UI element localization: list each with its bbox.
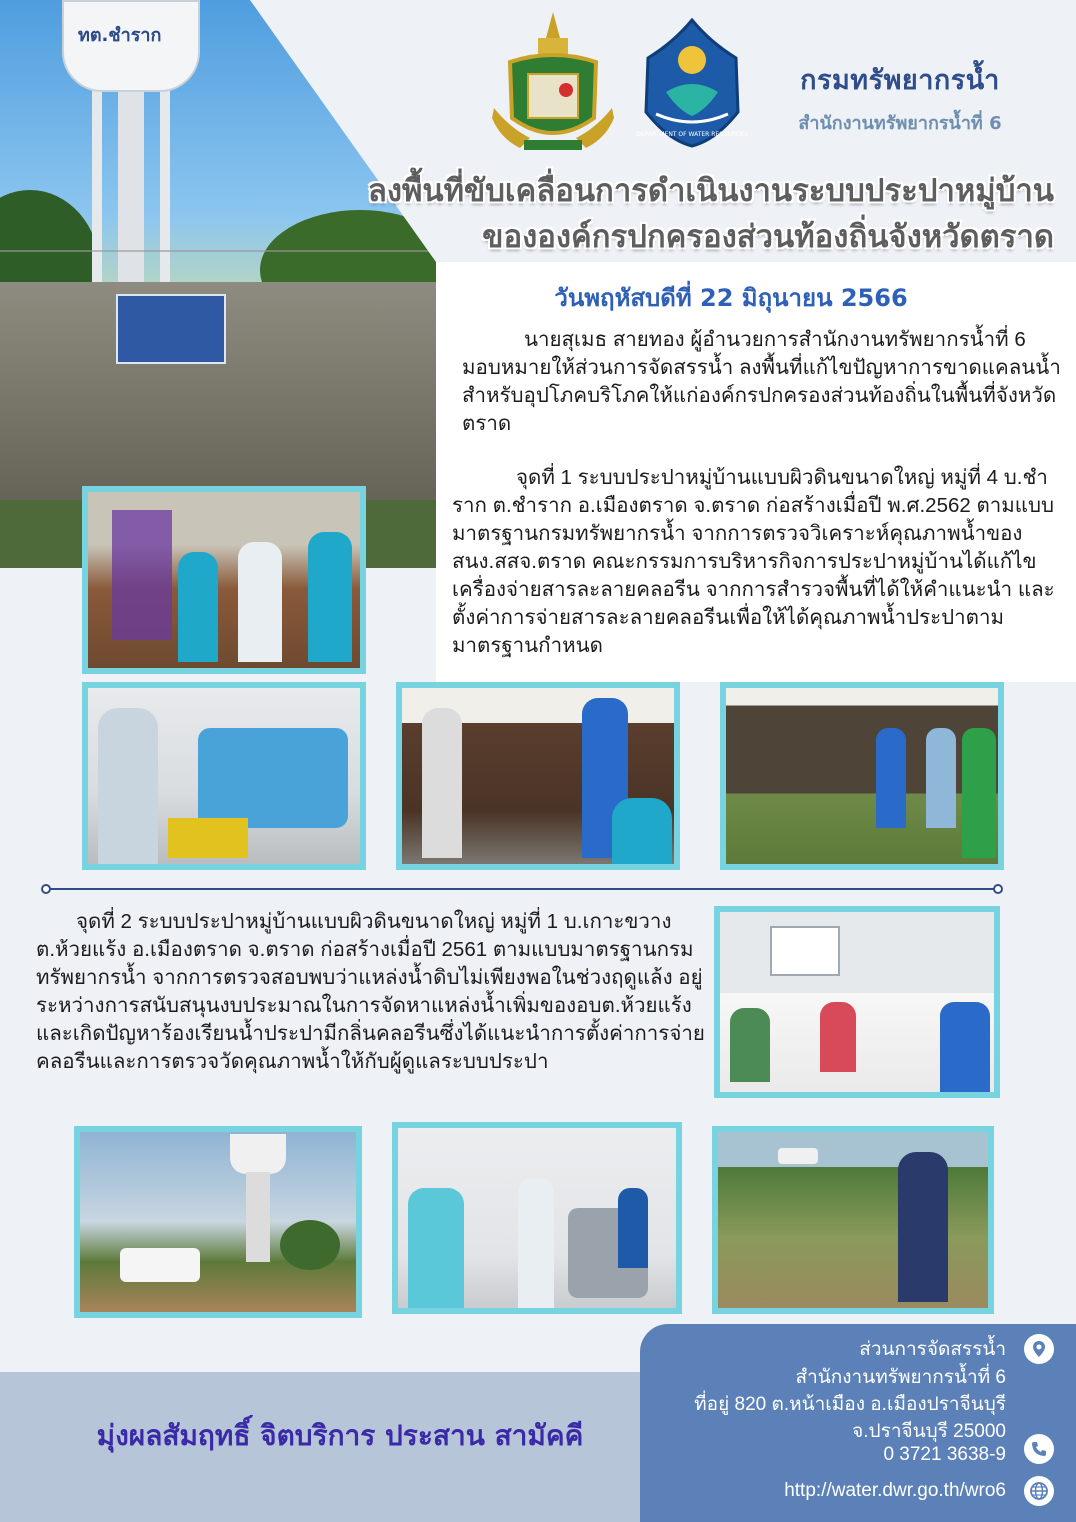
point-1-paragraph: จุดที่ 1 ระบบประปาหมู่บ้านแบบผิวดินขนาดใหญ่ หมู่ที่ 4 บ.ชำราก ต.ชำราก อ.เมืองตราด จ.ตราด ก่อสร้างเมื่อปี พ.ศ.2562 ตามแบบมาตรฐานกรมทรัพยากรน้ำ จากการตรวจวิเคราะห์คุณภาพน้ำของ สนง.สสจ.ตราด คณะกรรมการบริหารกิจการประปาหมู่บ้านได้แก้ไขเครื่องจ่ายสารละลายคลอรีน จากการสำรวจพื้นที่ได้ให้คำแนะนำ และตั้งค่าการจ่ายสารละลายคลอรีนเพื่อให้ได้คุณภาพน้ำประปาตามมาตรฐานกำหนด [452,466,1055,657]
globe-icon [1024,1476,1054,1506]
department-of-water-resources-logo-icon [636,18,748,148]
section-divider [40,884,1004,894]
contact-phone: 0 3721 3638-9 [883,1444,1006,1465]
phone-icon [1024,1434,1054,1464]
event-date: วันพฤหัสบดีที่ 22 มิถุนายน 2566 [554,284,908,312]
point-2-paragraph: จุดที่ 2 ระบบประปาหมู่บ้านแบบผิวดินขนาดใหญ่ หมู่ที่ 1 บ.เกาะขวาง ต.ห้วยแร้ง อ.เมืองตราด จ.ตราด ก่อสร้างเมื่อปี 2561 ตามแบบมาตรฐานกรมทรัพยากรน้ำ จากการตรวจสอบพบว่าแหล่งน้ำดิบไม่เพียงพอในช่วงฤดูแล้ง อยู่ระหว่างการสนับสนุนงบประมาณในการจัดหาแหล่งน้ำเพิ่มของอบต.ห้วยแร้ง และเกิดปัญหาร้องเรียนน้ำประปามีกลิ่นคลอรีนซึ่งได้แนะนำการตั้งค่าการจ่ายคลอรีนและการตรวจวัดคุณภาพน้ำให้กับผู้ดูแลระบบประปา [36,910,705,1073]
photo-water-tower-truck [74,1126,362,1318]
dwr-logo-caption: DEPARTMENT OF WATER RESOURCES [636,131,748,138]
org-title: กรมทรัพยากรน้ำ [800,65,1000,96]
photo-inspecting-tanks [396,682,680,870]
headline-line-1: ลงพื้นที่ขับเคลื่อนการดำเนินงานระบบประปาหมู่บ้าน [367,173,1054,209]
motto-text: มุ่งผลสัมฤทธิ์ จิตบริการ ประสาน สามัคคี [96,1419,584,1452]
contact-unit: ส่วนการจัดสรรน้ำ [859,1339,1006,1360]
contact-office: สำนักงานทรัพยากรน้ำที่ 6 [795,1367,1006,1388]
contact-address-line-2: จ.ปราจีนบุรี 25000 [852,1421,1006,1442]
contact-address-line-1: ที่อยู่ 820 ต.หน้าเมือง อ.เมืองปราจีนบุรี [694,1394,1006,1415]
photo-pump-equipment [82,682,366,870]
org-subtitle: สำนักงานทรัพยากรน้ำที่ 6 [798,113,1002,134]
photo-group-outside-building [720,682,1004,870]
thai-government-seal-icon [490,8,616,156]
tower-label: ทต.ชำราก [78,25,162,46]
photo-meeting-office [82,486,366,674]
photo-field-survey [712,1126,994,1314]
intro-paragraph: นายสุเมธ สายทอง ผู้อำนวยการสำนักงานทรัพยากรน้ำที่ 6 มอบหมายให้ส่วนการจัดสรรน้ำ ลงพื้นที่แก้ไขปัญหาการขาดแคลนน้ำ สำหรับอุปโภคบริโภคให้แก่องค์กรปกครองส่วนท้องถิ่นในพื้นที่จังหวัดตราด [462,328,1061,435]
headline-line-2: ขององค์กรปกครองส่วนท้องถิ่นจังหวัดตราด [482,219,1054,255]
location-pin-icon [1024,1334,1054,1364]
photo-valve-inspection [392,1122,682,1314]
photo-meeting-room [714,906,1000,1098]
contact-website[interactable]: http://water.dwr.go.th/wro6 [784,1480,1006,1501]
